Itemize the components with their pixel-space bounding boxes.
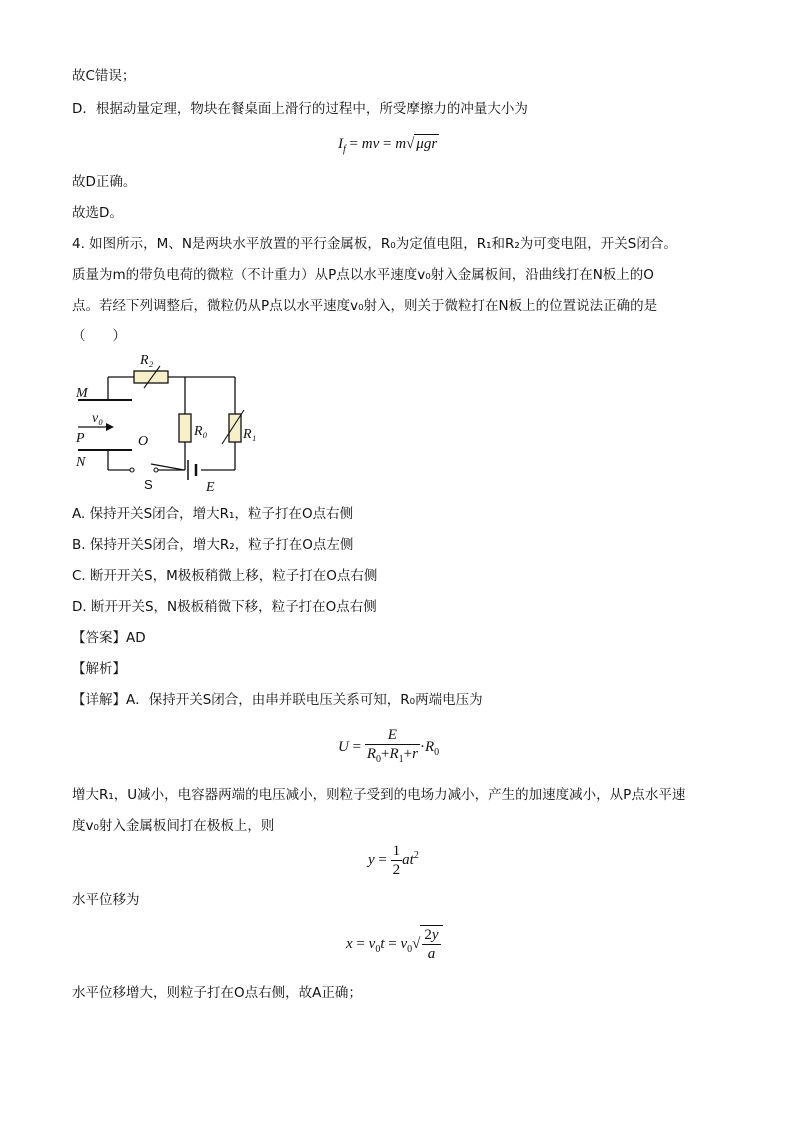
label-s: S [144, 477, 153, 492]
switch-terminal [130, 468, 134, 472]
detail-line: 度v₀射入金属板间打在极板上，则 [72, 818, 275, 834]
label-n: N [76, 455, 86, 470]
label-r1: R₁ [243, 427, 257, 442]
formula-displacement-y: y = $\frac{1}{2}$ $at^2$ [368, 843, 419, 878]
formula-displacement-x: $x = v_0t = v_0√$ $\frac{2y}{a}$ [346, 925, 443, 963]
label-r2: R₂ [140, 353, 154, 368]
formula-impulse: $I_f$ = mv = m√ μgr [338, 136, 438, 155]
text-line: 故D正确。 [72, 174, 137, 190]
detail-line: 【详解】A．保持开关S闭合，由串并联电压关系可知，R₀两端电压为 [72, 692, 483, 708]
option-a: A. 保持开关S闭合，增大R₁，粒子打在O点右侧 [72, 506, 354, 522]
label-e: E [206, 480, 215, 495]
label-r0: R₀ [194, 424, 208, 439]
question-4-line: 4. 如图所示，M、N是两块水平放置的平行金属板，R₀为定值电阻，R₁和R₂为可变电阻，开关S闭合。 [72, 236, 677, 252]
answer-line: 【答案】AD [72, 630, 146, 646]
label-v0: v₀ [92, 411, 104, 426]
question-4-line: （ ） [72, 328, 126, 344]
option-d: D. 断开开关S，N极板稍微下移，粒子打在O点右侧 [72, 599, 377, 615]
option-c: C. 断开开关S，M极板稍微上移，粒子打在O点右侧 [72, 568, 378, 584]
resistor-r2 [134, 371, 168, 383]
velocity-arrow [106, 423, 114, 431]
analysis-label: 【解析】 [72, 661, 126, 677]
switch-terminal [154, 468, 158, 472]
option-b: B. 保持开关S闭合，增大R₂，粒子打在O点左侧 [72, 537, 354, 553]
label-o: O [138, 434, 149, 449]
text-line: 故选D。 [72, 205, 123, 221]
question-4-line: 点。若经下列调整后，微粒仍从P点以水平速度v₀射入，则关于微粒打在N板上的位置说法正确的是 [72, 298, 658, 314]
circuit-diagram [72, 352, 272, 497]
text-line: D．根据动量定理，物块在餐桌面上滑行的过程中，所受摩擦力的冲量大小为 [72, 101, 528, 117]
detail-line: 水平位移增大，则粒子打在O点右侧，故A正确； [72, 985, 362, 1001]
detail-line: 水平位移为 [72, 892, 140, 908]
detail-line: 增大R₁，U减小，电容器两端的电压减小，则粒子受到的电场力减小，产生的加速度减小，从P点水平速 [72, 787, 686, 803]
label-p: P [76, 431, 85, 446]
text-line: 故C错误； [72, 68, 136, 84]
formula-voltage: U = $\frac{E}{R_0+R_1+r}$ $\cdot R_0$ [338, 727, 440, 765]
question-4-line: 质量为m的带负电荷的微粒（不计重力）从P点以水平速度v₀射入金属板间，沿曲线打在N板上的O [72, 267, 654, 283]
resistor-r0 [179, 414, 191, 442]
label-m: M [76, 386, 88, 401]
